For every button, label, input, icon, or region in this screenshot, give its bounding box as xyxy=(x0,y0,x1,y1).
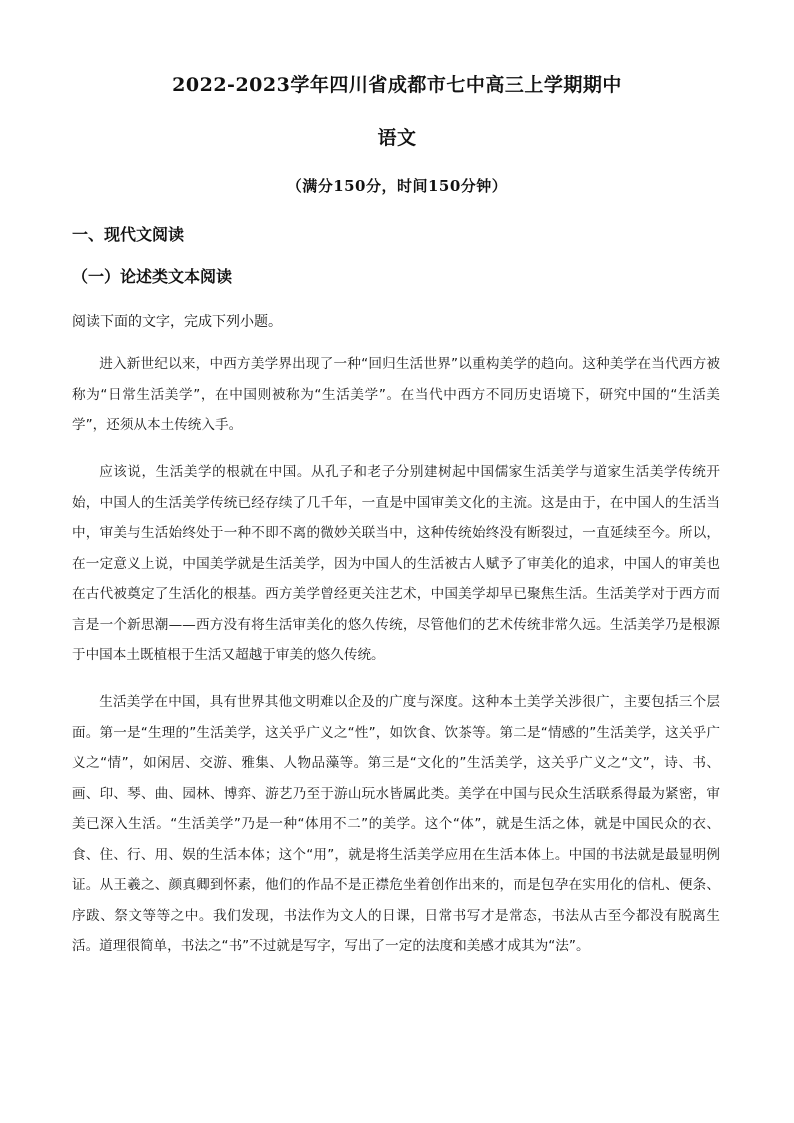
reading-instruction: 阅读下面的文字，完成下列小题。 xyxy=(72,314,282,330)
subject-title: 语文 xyxy=(377,127,417,149)
exam-title: 2022-2023学年四川省成都市七中高三上学期期中 xyxy=(172,74,622,96)
passage-paragraph-1: 进入新世纪以来，中西方美学界出现了一种“回归生活世界”以重构美学的趋向。这种美学在当代西方被称为“日常生活美学”，在中国则被称为“生活美学”。在当代中西方不同历史语境下，研究中国的“生活美学”，还须从本土传统入手。 xyxy=(72,356,720,433)
passage-paragraph-2: 应该说，生活美学的根就在中国。从孔子和老子分别建树起中国儒家生活美学与道家生活美学传统开始，中国人的生活美学传统已经存续了几千年，一直是中国审美文化的主流。这是由于，在中国人的生活当中，审美与生活始终处于一种不即不离的微妙关联当中，这种传统始终没有断裂过，一直延续至今。所以，在一定意义上说，中国美学就是生活美学，因为中国人的生活被古人赋予了审美化的追求，中国人的审美也在古代被奠定了生活化的根基。西方美学曾经更关注艺术，中国美学却早已聚焦生活。生活美学对于西方而言是一个新思潮——西方没有将生活审美化的悠久传统，尽管他们的艺术传统非常久远。生活美学乃是根源于中国本土既植根于生活又超越于审美的悠久传统。 xyxy=(72,464,720,663)
section-heading-modern-reading: 一、现代文阅读 xyxy=(72,225,185,244)
subsection-heading-argumentative-reading: （一）论述类文本阅读 xyxy=(72,267,233,286)
passage-paragraph-3: 生活美学在中国，具有世界其他文明难以企及的广度与深度。这种本土美学关涉很广，主要包括三个层面。第一是“生理的”生活美学，这关乎广义之“性”，如饮食、饮茶等。第二是“情感的”生活美学，这关乎广义之“情”，如闲居、交游、雅集、人物品藻等。第三是“文化的”生活美学，这关乎广义之“文”，诗、书、画、印、琴、曲、园林、博弈、游艺乃至于游山玩水皆属此类。美学在中国与民众生活联系得最为紧密，审美已深入生活。“生活美学”乃是一种“体用不二”的美学。这个“体”，就是生活之体，就是中国民众的衣、食、住、行、用、娱的生活本体；这个“用”，就是将生活美学应用在生活本体上。中国的书法就是最显明例证。从王羲之、颜真卿到怀素，他们的作品不是正襟危坐着创作出来的，而是包孕在实用化的信札、便条、序跋、祭文等等之中。我们发现，书法作为文人的日课，日常书写才是常态，书法从古至今都没有脱离生活。道理很简单，书法之“书”不过就是写字，写出了一定的法度和美感才成其为“法”。 xyxy=(72,694,720,954)
exam-info: （满分150分，时间150分钟） xyxy=(286,177,508,195)
